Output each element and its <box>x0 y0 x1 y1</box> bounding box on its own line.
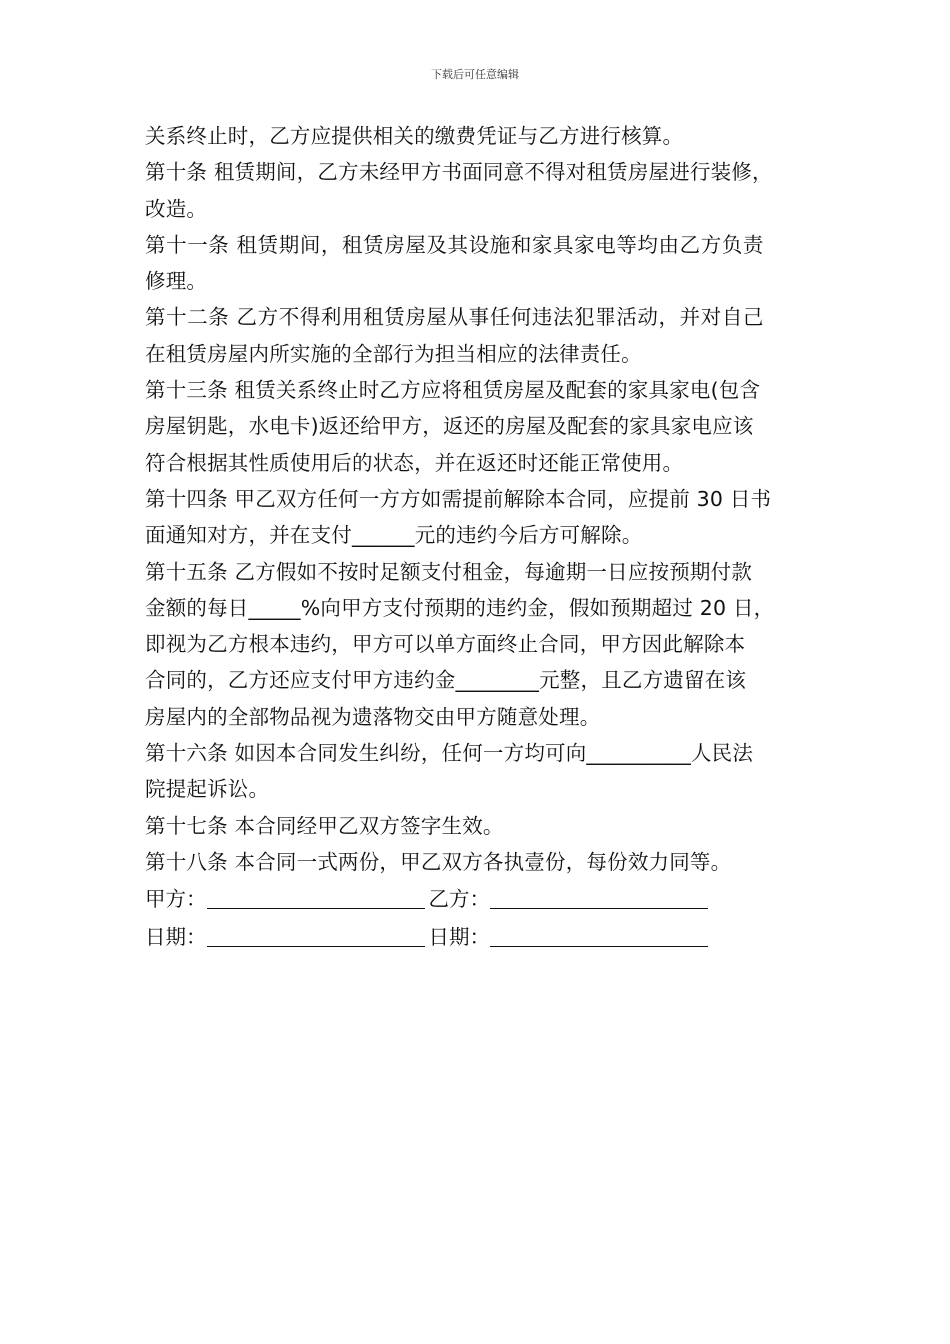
clause-line: 在租赁房屋内所实施的全部行为担当相应的法律责任。 <box>145 341 642 366</box>
date-b-blank <box>490 926 708 947</box>
party-b-signature-blank <box>490 888 708 909</box>
party-a-label: 甲方： <box>145 887 207 912</box>
clause-line: 院提起诉讼。 <box>145 777 270 802</box>
clause-line: 第十四条 甲乙双方任何一方方如需提前解除本合同，应提前 30 日书 <box>145 486 772 511</box>
contract-body <box>145 118 815 956</box>
clause-line: 第十六条 如因本合同发生纠纷，任何一方均可向__________人民法 <box>145 741 754 766</box>
party-b-label: 乙方： <box>428 887 490 912</box>
date-a-blank <box>207 926 425 947</box>
page-header: 下载后可任意编辑 <box>431 68 519 81</box>
clause-line: 符合根据其性质使用后的状态，并在返还时还能正常使用。 <box>145 450 684 475</box>
clause-line: 房屋内的全部物品视为遗落物交由甲方随意处理。 <box>145 704 601 729</box>
clause-line: 房屋钥匙，水电卡)返还给甲方，返还的房屋及配套的家具家电应该 <box>145 414 754 439</box>
date-a-label: 日期： <box>145 925 207 950</box>
clause-line: 关系终止时，乙方应提供相关的缴费凭证与乙方进行核算。 <box>145 124 684 148</box>
signature-row <box>145 880 815 918</box>
party-a-signature-blank <box>207 888 425 909</box>
clause-line: 第十七条 本合同经甲乙双方签字生效。 <box>145 813 504 838</box>
date-b-label: 日期： <box>428 925 490 950</box>
clause-line: 面通知对方，并在支付______元的违约今后方可解除。 <box>145 523 643 548</box>
clause-line: 第十五条 乙方假如不按时足额支付租金，每逾期一日应按预期付款 <box>145 559 753 584</box>
clause-line: 第十二条 乙方不得利用租赁房屋从事任何违法犯罪活动，并对自己 <box>145 305 765 330</box>
clause-line: 第十一条 租赁期间，租赁房屋及其设施和家具家电等均由乙方负责 <box>145 232 765 257</box>
clause-line: 第十条 租赁期间，乙方未经甲方书面同意不得对租赁房屋进行装修， <box>145 160 773 185</box>
clause-line: 第十三条 租赁关系终止时乙方应将租赁房屋及配套的家具家电(包含 <box>145 378 761 403</box>
clause-line: 即视为乙方根本违约，甲方可以单方面终止合同，甲方因此解除本 <box>145 632 746 657</box>
clause-line: 合同的，乙方还应支付甲方违约金________元整，且乙方遗留在该 <box>145 668 747 693</box>
clause-line: 第十八条 本合同一式两份，甲乙双方各执壹份，每份效力同等。 <box>145 849 732 874</box>
clause-line: 修理。 <box>145 269 208 294</box>
clause-line: 改造。 <box>145 196 208 221</box>
clause-line: 金额的每日_____%向甲方支付预期的违约金，假如预期超过 20 日， <box>145 595 775 620</box>
date-row <box>145 918 815 956</box>
